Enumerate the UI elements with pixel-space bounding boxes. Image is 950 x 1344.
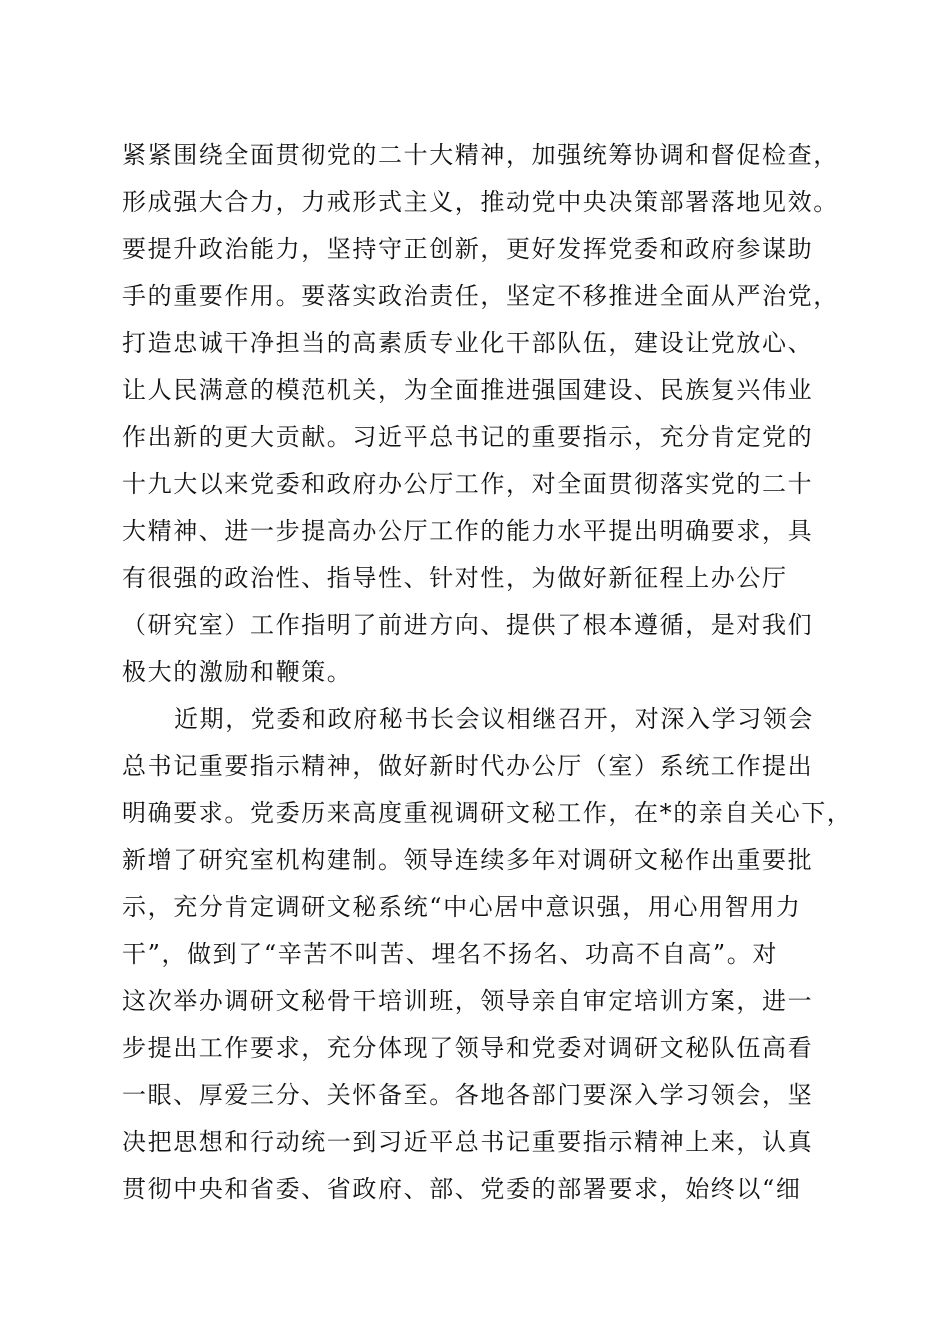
text-line: 干”，做到了“辛苦不叫苦、埋名不扬名、功高不自高”。对 bbox=[122, 940, 779, 968]
text-line: 打造忠诚干净担当的高素质专业化干部队伍，建设让党放心、 bbox=[122, 329, 814, 357]
text-line: 明确要求。党委历来高度重视调研文秘工作，在*的亲自关心下， bbox=[122, 799, 853, 827]
text-line: 形成强大合力，力戒形式主义，推动党中央决策部署落地见效。 bbox=[122, 188, 839, 216]
text-line: 极大的激励和鞭策。 bbox=[122, 658, 353, 686]
text-line: 紧紧围绕全面贯彻党的二十大精神，加强统筹协调和督促检查， bbox=[122, 141, 839, 169]
text-line: 总书记重要指示精神，做好新时代办公厅（室）系统工作提出 bbox=[122, 752, 814, 780]
text-line: 贯彻中央和省委、省政府、部、党委的部署要求，始终以“细 bbox=[122, 1175, 802, 1203]
text-line: 一眼、厚爱三分、关怀备至。各地各部门要深入学习领会，坚 bbox=[122, 1081, 814, 1109]
text-line: 让人民满意的模范机关，为全面推进强国建设、民族复兴伟业 bbox=[122, 376, 814, 404]
text-line: 十九大以来党委和政府办公厅工作，对全面贯彻落实党的二十 bbox=[122, 470, 814, 498]
text-line: 作出新的更大贡献。习近平总书记的重要指示，充分肯定党的 bbox=[122, 423, 814, 451]
body-text bbox=[122, 132, 853, 1213]
text-line: 决把思想和行动统一到习近平总书记重要指示精神上来，认真 bbox=[122, 1128, 814, 1156]
text-line: 近期，党委和政府秘书长会议相继召开，对深入学习领会 bbox=[174, 705, 814, 733]
text-line: 这次举办调研文秘骨干培训班，领导亲自审定培训方案，进一 bbox=[122, 987, 814, 1015]
text-line: 示，充分肯定调研文秘系统“中心居中意识强，用心用智用力 bbox=[122, 893, 802, 921]
text-line: 手的重要作用。要落实政治责任，坚定不移推进全面从严治党， bbox=[122, 282, 839, 310]
text-line: 新增了研究室机构建制。领导连续多年对调研文秘作出重要批 bbox=[122, 846, 814, 874]
text-line: 有很强的政治性、指导性、针对性，为做好新征程上办公厅 bbox=[122, 564, 788, 592]
text-line: 步提出工作要求，充分体现了领导和党委对调研文秘队伍高看 bbox=[122, 1034, 814, 1062]
paragraph-1 bbox=[122, 132, 839, 696]
text-line: 要提升政治能力，坚持守正创新，更好发挥党委和政府参谋助 bbox=[122, 235, 814, 263]
text-line: 大精神、进一步提高办公厅工作的能力水平提出明确要求，具 bbox=[122, 517, 814, 545]
text-line: （研究室）工作指明了前进方向、提供了根本遵循，是对我们 bbox=[122, 611, 814, 639]
paragraph-2 bbox=[122, 696, 853, 1213]
